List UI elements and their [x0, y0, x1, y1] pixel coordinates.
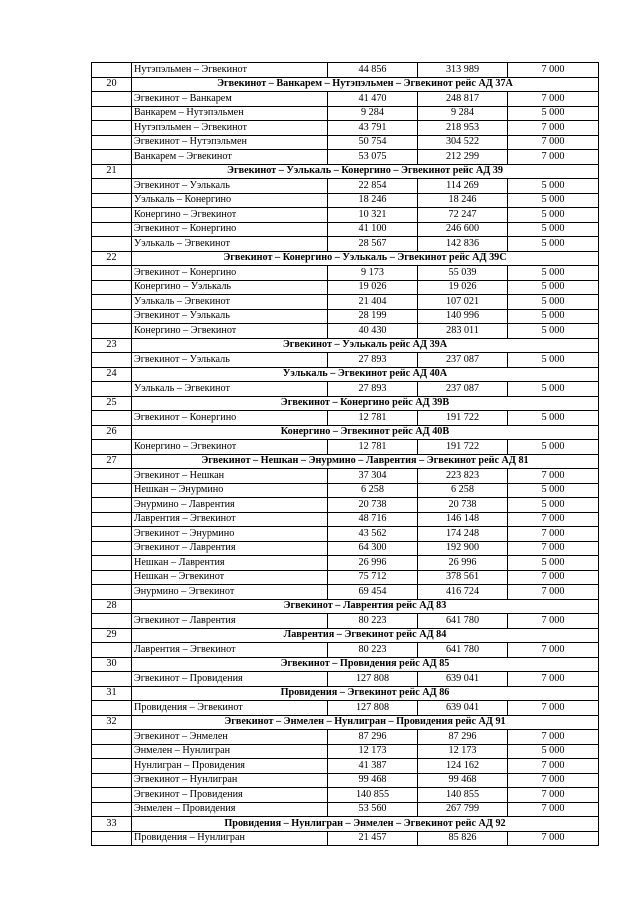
value-cell-c: 7 000 [508, 135, 599, 150]
value-cell-c: 7 000 [508, 643, 599, 658]
value-cell-c: 7 000 [508, 570, 599, 585]
row-number-cell [92, 135, 132, 150]
route-cell: Уэлькаль – Конергино [132, 193, 328, 208]
value-cell-a: 75 712 [328, 570, 418, 585]
section-header-row [92, 425, 599, 440]
value-cell-a: 9 173 [328, 266, 418, 281]
value-cell-b: 378 561 [418, 570, 508, 585]
section-title: Эгвекинот – Энмелен – Нунлигран – Провидения рейс АД 91 [132, 715, 599, 730]
section-title: Провидения – Нунлигран – Энмелен – Эгвекинот рейс АД 92 [132, 817, 599, 832]
value-cell-c: 7 000 [508, 773, 599, 788]
row-number-cell [92, 527, 132, 542]
route-cell: Уэлькаль – Эгвекинот [132, 237, 328, 252]
table-row [92, 222, 599, 237]
value-cell-a: 127 808 [328, 672, 418, 687]
value-cell-a: 37 304 [328, 469, 418, 484]
table-row [92, 135, 599, 150]
value-cell-c: 5 000 [508, 222, 599, 237]
value-cell-c: 5 000 [508, 280, 599, 295]
section-number: 25 [92, 396, 132, 411]
value-cell-a: 43 791 [328, 121, 418, 136]
row-number-cell [92, 773, 132, 788]
value-cell-b: 218 953 [418, 121, 508, 136]
table-row [92, 483, 599, 498]
route-cell: Эгвекинот – Ванкарем [132, 92, 328, 107]
value-cell-b: 142 836 [418, 237, 508, 252]
table-row [92, 382, 599, 397]
value-cell-b: 9 284 [418, 106, 508, 121]
route-cell: Нешкан – Эгвекинот [132, 570, 328, 585]
route-cell: Уэлькаль – Эгвекинот [132, 382, 328, 397]
value-cell-b: 124 162 [418, 759, 508, 774]
route-cell: Нутэпэльмен – Эгвекинот [132, 121, 328, 136]
value-cell-c: 7 000 [508, 527, 599, 542]
row-number-cell [92, 744, 132, 759]
table-row [92, 208, 599, 223]
section-header-row [92, 686, 599, 701]
value-cell-b: 174 248 [418, 527, 508, 542]
value-cell-b: 6 258 [418, 483, 508, 498]
table-row [92, 585, 599, 600]
section-header-row [92, 77, 599, 92]
value-cell-a: 27 893 [328, 353, 418, 368]
route-cell: Эгвекинот – Нутэпэльмен [132, 135, 328, 150]
route-cell: Эгвекинот – Лаврентия [132, 541, 328, 556]
section-header-row [92, 164, 599, 179]
table-row [92, 672, 599, 687]
route-cell: Энурмино – Лаврентия [132, 498, 328, 513]
row-number-cell [92, 802, 132, 817]
row-number-cell [92, 280, 132, 295]
section-header-row [92, 817, 599, 832]
value-cell-c: 7 000 [508, 701, 599, 716]
table-row [92, 802, 599, 817]
value-cell-a: 69 454 [328, 585, 418, 600]
value-cell-c: 5 000 [508, 295, 599, 310]
route-cell: Уэлькаль – Эгвекинот [132, 295, 328, 310]
row-number-cell [92, 295, 132, 310]
section-number: 20 [92, 77, 132, 92]
row-number-cell [92, 353, 132, 368]
table-row [92, 106, 599, 121]
value-cell-a: 28 567 [328, 237, 418, 252]
value-cell-a: 53 075 [328, 150, 418, 165]
section-number: 23 [92, 338, 132, 353]
row-number-cell [92, 498, 132, 513]
section-header-row [92, 628, 599, 643]
route-cell: Конергино – Эгвекинот [132, 324, 328, 339]
row-number-cell [92, 614, 132, 629]
value-cell-c: 5 000 [508, 353, 599, 368]
value-cell-a: 12 173 [328, 744, 418, 759]
value-cell-b: 237 087 [418, 353, 508, 368]
value-cell-b: 140 996 [418, 309, 508, 324]
value-cell-c: 7 000 [508, 672, 599, 687]
section-title: Эгвекинот – Конергино – Уэлькаль – Эгвекинот рейс АД 39С [132, 251, 599, 266]
table-row [92, 179, 599, 194]
value-cell-b: 107 021 [418, 295, 508, 310]
table-row [92, 527, 599, 542]
section-number: 32 [92, 715, 132, 730]
value-cell-b: 641 780 [418, 614, 508, 629]
value-cell-b: 99 468 [418, 773, 508, 788]
value-cell-a: 99 468 [328, 773, 418, 788]
route-cell: Провидения – Эгвекинот [132, 701, 328, 716]
section-header-row [92, 454, 599, 469]
value-cell-c: 5 000 [508, 266, 599, 281]
section-title: Эгвекинот – Провидения рейс АД 85 [132, 657, 599, 672]
value-cell-a: 22 854 [328, 179, 418, 194]
value-cell-a: 27 893 [328, 382, 418, 397]
value-cell-b: 223 823 [418, 469, 508, 484]
row-number-cell [92, 512, 132, 527]
route-cell: Эгвекинот – Нунлигран [132, 773, 328, 788]
value-cell-c: 7 000 [508, 121, 599, 136]
value-cell-c: 5 000 [508, 411, 599, 426]
route-cell: Конергино – Эгвекинот [132, 208, 328, 223]
row-number-cell [92, 788, 132, 803]
route-cell: Эгвекинот – Уэлькаль [132, 179, 328, 194]
value-cell-b: 19 026 [418, 280, 508, 295]
table-row [92, 701, 599, 716]
value-cell-a: 21 457 [328, 831, 418, 846]
section-number: 31 [92, 686, 132, 701]
value-cell-c: 5 000 [508, 483, 599, 498]
value-cell-a: 80 223 [328, 643, 418, 658]
value-cell-c: 5 000 [508, 208, 599, 223]
table-row [92, 309, 599, 324]
value-cell-a: 28 199 [328, 309, 418, 324]
section-number: 28 [92, 599, 132, 614]
value-cell-a: 127 808 [328, 701, 418, 716]
route-cell: Эгвекинот – Конергино [132, 222, 328, 237]
row-number-cell [92, 266, 132, 281]
value-cell-c: 5 000 [508, 744, 599, 759]
table-row [92, 469, 599, 484]
value-cell-a: 12 781 [328, 440, 418, 455]
row-number-cell [92, 730, 132, 745]
route-cell: Нешкан – Энурмино [132, 483, 328, 498]
row-number-cell [92, 759, 132, 774]
route-cell: Нунлигран – Провидения [132, 759, 328, 774]
table-row [92, 353, 599, 368]
route-cell: Энурмино – Эгвекинот [132, 585, 328, 600]
route-cell: Конергино – Эгвекинот [132, 440, 328, 455]
table-row [92, 744, 599, 759]
value-cell-b: 639 041 [418, 701, 508, 716]
route-cell: Эгвекинот – Лаврентия [132, 614, 328, 629]
value-cell-a: 41 387 [328, 759, 418, 774]
row-number-cell [92, 208, 132, 223]
value-cell-b: 26 996 [418, 556, 508, 571]
row-number-cell [92, 585, 132, 600]
section-number: 27 [92, 454, 132, 469]
table-row [92, 121, 599, 136]
value-cell-b: 192 900 [418, 541, 508, 556]
route-cell: Конергино – Уэлькаль [132, 280, 328, 295]
route-cell: Эгвекинот – Энмелен [132, 730, 328, 745]
value-cell-b: 55 039 [418, 266, 508, 281]
table-row [92, 440, 599, 455]
row-number-cell [92, 440, 132, 455]
table-row [92, 643, 599, 658]
row-number-cell [92, 570, 132, 585]
table-row [92, 614, 599, 629]
value-cell-c: 7 000 [508, 788, 599, 803]
value-cell-c: 5 000 [508, 382, 599, 397]
table-row [92, 788, 599, 803]
row-number-cell [92, 193, 132, 208]
value-cell-b: 313 989 [418, 63, 508, 78]
value-cell-b: 146 148 [418, 512, 508, 527]
value-cell-c: 7 000 [508, 730, 599, 745]
row-number-cell [92, 179, 132, 194]
value-cell-a: 12 781 [328, 411, 418, 426]
value-cell-b: 18 246 [418, 193, 508, 208]
route-cell: Лаврентия – Эгвекинот [132, 643, 328, 658]
value-cell-c: 7 000 [508, 585, 599, 600]
section-header-row [92, 338, 599, 353]
section-number: 29 [92, 628, 132, 643]
section-number: 33 [92, 817, 132, 832]
value-cell-a: 87 296 [328, 730, 418, 745]
value-cell-c: 7 000 [508, 614, 599, 629]
value-cell-c: 7 000 [508, 541, 599, 556]
value-cell-c: 7 000 [508, 831, 599, 846]
table-row [92, 324, 599, 339]
section-header-row [92, 599, 599, 614]
section-title: Эгвекинот – Лаврентия рейс АД 83 [132, 599, 599, 614]
route-cell: Провидения – Нунлигран [132, 831, 328, 846]
value-cell-c: 5 000 [508, 237, 599, 252]
table-row [92, 237, 599, 252]
row-number-cell [92, 701, 132, 716]
section-header-row [92, 715, 599, 730]
row-number-cell [92, 92, 132, 107]
document-page [91, 62, 598, 846]
row-number-cell [92, 411, 132, 426]
row-number-cell [92, 556, 132, 571]
value-cell-a: 26 996 [328, 556, 418, 571]
value-cell-b: 12 173 [418, 744, 508, 759]
route-cell: Эгвекинот – Нешкан [132, 469, 328, 484]
row-number-cell [92, 672, 132, 687]
route-cell: Нешкан – Лаврентия [132, 556, 328, 571]
route-cell: Эгвекинот – Уэлькаль [132, 353, 328, 368]
section-title: Лаврентия – Эгвекинот рейс АД 84 [132, 628, 599, 643]
value-cell-b: 114 269 [418, 179, 508, 194]
value-cell-a: 18 246 [328, 193, 418, 208]
route-cell: Ванкарем – Эгвекинот [132, 150, 328, 165]
value-cell-b: 248 817 [418, 92, 508, 107]
value-cell-a: 44 856 [328, 63, 418, 78]
row-number-cell [92, 106, 132, 121]
value-cell-a: 140 855 [328, 788, 418, 803]
route-cell: Эгвекинот – Уэлькаль [132, 309, 328, 324]
section-title: Эгвекинот – Конергино рейс АД 39В [132, 396, 599, 411]
row-number-cell [92, 63, 132, 78]
route-cell: Энмелен – Нунлигран [132, 744, 328, 759]
route-cell: Эгвекинот – Конергино [132, 411, 328, 426]
table-row [92, 512, 599, 527]
row-number-cell [92, 541, 132, 556]
route-cell: Эгвекинот – Провидения [132, 788, 328, 803]
value-cell-c: 5 000 [508, 309, 599, 324]
table-row [92, 150, 599, 165]
row-number-cell [92, 324, 132, 339]
section-title: Конергино – Эгвекинот рейс АД 40В [132, 425, 599, 440]
table-row [92, 730, 599, 745]
table-row [92, 759, 599, 774]
value-cell-b: 283 011 [418, 324, 508, 339]
route-cell: Ванкарем – Нутэпэльмен [132, 106, 328, 121]
table-row [92, 193, 599, 208]
table-row [92, 63, 599, 78]
section-number: 30 [92, 657, 132, 672]
table-row [92, 411, 599, 426]
value-cell-b: 304 522 [418, 135, 508, 150]
value-cell-c: 7 000 [508, 92, 599, 107]
value-cell-a: 6 258 [328, 483, 418, 498]
table-row [92, 295, 599, 310]
value-cell-b: 20 738 [418, 498, 508, 513]
route-cell: Эгвекинот – Энурмино [132, 527, 328, 542]
value-cell-a: 48 716 [328, 512, 418, 527]
value-cell-a: 10 321 [328, 208, 418, 223]
section-number: 21 [92, 164, 132, 179]
value-cell-b: 191 722 [418, 411, 508, 426]
value-cell-a: 53 560 [328, 802, 418, 817]
route-cell: Энмелен – Провидения [132, 802, 328, 817]
row-number-cell [92, 121, 132, 136]
value-cell-a: 9 284 [328, 106, 418, 121]
value-cell-b: 246 600 [418, 222, 508, 237]
value-cell-a: 21 404 [328, 295, 418, 310]
row-number-cell [92, 831, 132, 846]
value-cell-a: 20 738 [328, 498, 418, 513]
value-cell-a: 41 100 [328, 222, 418, 237]
table-row [92, 773, 599, 788]
table-row [92, 266, 599, 281]
section-header-row [92, 251, 599, 266]
section-title: Эгвекинот – Нешкан – Энурмино – Лаврентия – Эгвекинот рейс АД 81 [132, 454, 599, 469]
section-title: Эгвекинот – Уэлькаль рейс АД 39А [132, 338, 599, 353]
value-cell-b: 191 722 [418, 440, 508, 455]
value-cell-c: 5 000 [508, 556, 599, 571]
value-cell-b: 85 826 [418, 831, 508, 846]
routes-table [91, 62, 599, 846]
route-cell: Эгвекинот – Конергино [132, 266, 328, 281]
value-cell-b: 416 724 [418, 585, 508, 600]
value-cell-c: 7 000 [508, 512, 599, 527]
value-cell-b: 237 087 [418, 382, 508, 397]
value-cell-b: 212 299 [418, 150, 508, 165]
section-number: 26 [92, 425, 132, 440]
section-title: Уэлькаль – Эгвекинот рейс АД 40А [132, 367, 599, 382]
value-cell-b: 140 855 [418, 788, 508, 803]
row-number-cell [92, 483, 132, 498]
section-header-row [92, 396, 599, 411]
value-cell-a: 80 223 [328, 614, 418, 629]
value-cell-c: 5 000 [508, 498, 599, 513]
value-cell-a: 64 300 [328, 541, 418, 556]
row-number-cell [92, 469, 132, 484]
table-row [92, 570, 599, 585]
row-number-cell [92, 309, 132, 324]
value-cell-c: 7 000 [508, 150, 599, 165]
section-title: Провидения – Эгвекинот рейс АД 86 [132, 686, 599, 701]
value-cell-c: 7 000 [508, 759, 599, 774]
section-title: Эгвекинот – Уэлькаль – Конергино – Эгвекинот рейс АД 39 [132, 164, 599, 179]
value-cell-c: 5 000 [508, 324, 599, 339]
value-cell-c: 5 000 [508, 193, 599, 208]
value-cell-b: 87 296 [418, 730, 508, 745]
value-cell-c: 7 000 [508, 802, 599, 817]
row-number-cell [92, 150, 132, 165]
row-number-cell [92, 237, 132, 252]
section-header-row [92, 657, 599, 672]
value-cell-a: 41 470 [328, 92, 418, 107]
value-cell-b: 639 041 [418, 672, 508, 687]
row-number-cell [92, 643, 132, 658]
value-cell-c: 5 000 [508, 179, 599, 194]
value-cell-b: 641 780 [418, 643, 508, 658]
table-row [92, 498, 599, 513]
table-row [92, 831, 599, 846]
row-number-cell [92, 382, 132, 397]
section-number: 22 [92, 251, 132, 266]
table-row [92, 280, 599, 295]
table-row [92, 556, 599, 571]
value-cell-b: 72 247 [418, 208, 508, 223]
value-cell-c: 7 000 [508, 469, 599, 484]
value-cell-a: 40 430 [328, 324, 418, 339]
section-title: Эгвекинот – Ванкарем – Нутэпэльмен – Эгвекинот рейс АД 37А [132, 77, 599, 92]
value-cell-c: 7 000 [508, 63, 599, 78]
route-cell: Лаврентия – Эгвекинот [132, 512, 328, 527]
value-cell-c: 5 000 [508, 440, 599, 455]
route-cell: Нутэпэльмен – Эгвекинот [132, 63, 328, 78]
value-cell-a: 50 754 [328, 135, 418, 150]
value-cell-b: 267 799 [418, 802, 508, 817]
table-row [92, 92, 599, 107]
row-number-cell [92, 222, 132, 237]
value-cell-a: 19 026 [328, 280, 418, 295]
section-number: 24 [92, 367, 132, 382]
section-header-row [92, 367, 599, 382]
value-cell-a: 43 562 [328, 527, 418, 542]
table-row [92, 541, 599, 556]
route-cell: Эгвекинот – Провидения [132, 672, 328, 687]
value-cell-c: 5 000 [508, 106, 599, 121]
